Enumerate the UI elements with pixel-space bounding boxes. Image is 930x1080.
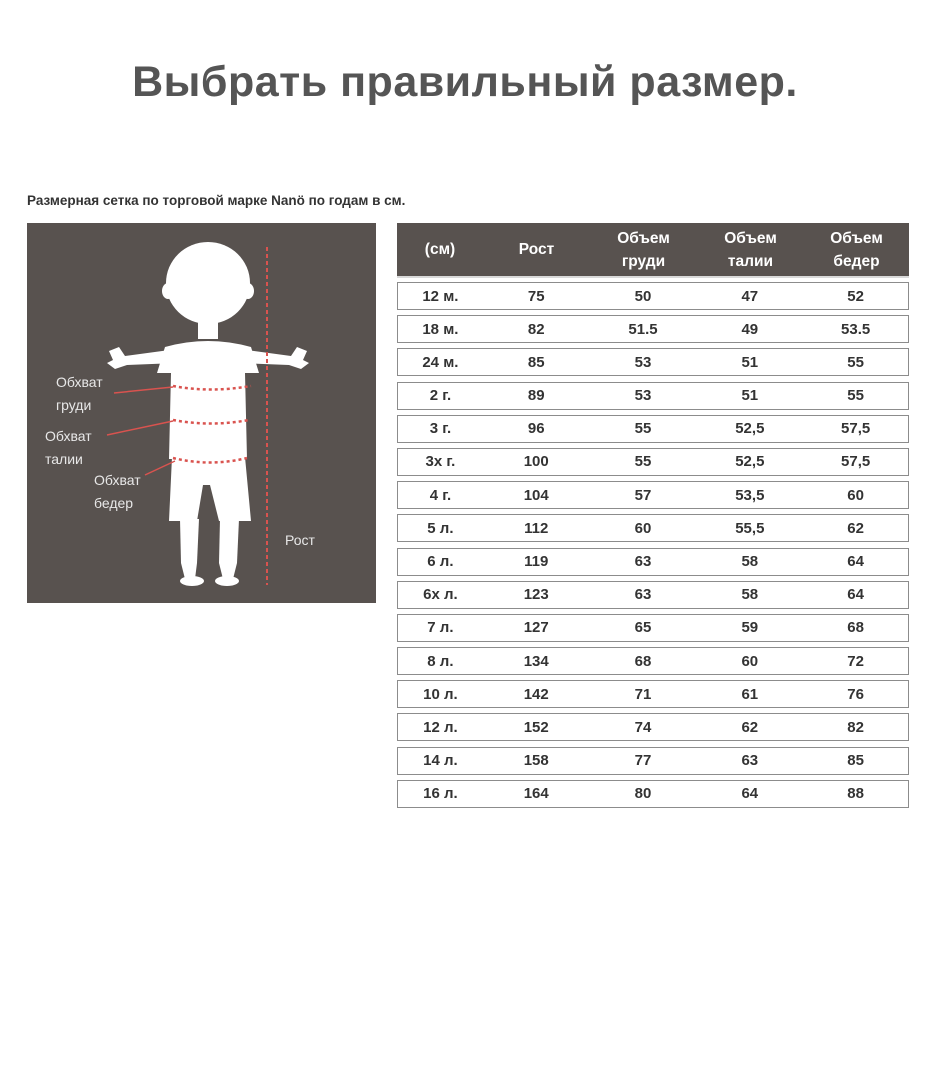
height-cell: 123 [523,586,549,604]
size-chart-subtitle: Размерная сетка по торговой марке Nanö по годам в см. [27,193,406,208]
hips-cell: 82 [847,718,864,736]
waist-cell: 51 [741,387,759,405]
chest-cell: 55 [634,453,652,471]
header-size: (см) [424,241,456,258]
waist-cell: 52,5 [735,453,765,471]
chest-cell: 63 [634,586,652,604]
size-table [397,223,909,808]
table-row [397,548,909,576]
table-row [397,448,909,476]
hips-cell: 53.5 [841,320,871,338]
height-cell: 158 [523,752,549,770]
table-row [397,382,909,410]
hips-cell: 72 [847,652,864,670]
waist-cell: 53,5 [735,486,765,504]
height-cell: 142 [523,685,549,703]
chest-cell: 53 [634,353,652,371]
size-cell: 2 г. [429,387,452,405]
hips-cell: 64 [847,553,864,570]
table-row [397,780,909,808]
chest-cell: 68 [634,652,652,670]
table-body [397,282,909,808]
chest-cell: 53 [634,387,652,405]
size-cell: 24 м. [422,353,459,371]
chest-cell: 60 [634,519,652,537]
waist-cell: 58 [741,553,759,570]
height-cell: 152 [523,718,549,736]
hips-label: Обхват бедер [94,472,141,511]
waist-cell: 64 [741,785,759,803]
height-cell: 75 [527,287,545,305]
shorts-shape [169,457,251,521]
hips-cell: 60 [847,486,864,504]
size-cell: 16 л. [423,785,458,803]
shirt-shape [157,341,259,459]
chest-cell: 63 [634,553,652,570]
height-cell: 119 [524,553,549,570]
chest-cell: 51.5 [628,320,658,338]
chest-cell: 55 [634,420,652,438]
size-cell: 3 г. [429,420,452,438]
size-cell: 18 м. [422,320,459,338]
header-height: Рост [518,241,555,258]
waist-cell: 59 [741,619,759,637]
table-row [397,680,909,708]
waist-cell: 47 [741,287,759,305]
header-chest: Объем груди [617,229,670,270]
chest-label: Обхват груди [56,374,103,413]
table-row [397,614,909,642]
height-cell: 96 [527,420,545,438]
hips-cell: 76 [847,685,864,703]
hips-cell: 57,5 [841,453,871,471]
header-hips: Объем бедер [830,229,883,270]
size-cell: 4 г. [429,486,452,504]
table-row [397,348,909,376]
table-row [397,282,909,310]
table-row [397,514,909,542]
hips-cell: 55 [847,353,864,371]
size-cell: 6х л. [423,586,458,604]
chest-cell: 65 [634,619,652,637]
size-cell: 8 л. [427,652,454,670]
height-cell: 85 [527,353,545,371]
waist-cell: 63 [741,752,759,770]
page-title: Выбрать правильный размер. [132,58,798,106]
chest-cell: 50 [634,287,652,305]
chest-cell: 77 [634,752,652,770]
table-header [397,223,909,278]
hips-cell: 52 [847,287,864,305]
hips-cell: 55 [847,387,864,405]
table-row [397,415,909,443]
height-cell: 112 [524,519,549,537]
chest-cell: 80 [634,785,652,803]
height-cell: 134 [523,652,549,670]
size-cell: 12 л. [423,718,458,736]
waist-cell: 58 [741,586,759,604]
waist-label: Обхват талии [45,428,92,467]
waist-cell: 51 [741,353,759,371]
header-waist: Объем талии [724,229,777,270]
table-row [397,747,909,775]
hips-cell: 88 [847,785,864,803]
hips-cell: 85 [847,752,864,770]
hips-cell: 68 [847,619,864,637]
size-cell: 10 л. [423,685,458,703]
height-label: Рост [285,532,315,548]
height-cell: 164 [523,785,549,803]
table-row [397,315,909,343]
waist-cell: 52,5 [735,420,765,438]
height-cell: 89 [527,387,545,405]
chest-cell: 71 [634,685,652,703]
size-cell: 3х г. [425,453,456,471]
size-cell: 12 м. [422,287,459,305]
waist-cell: 61 [741,685,759,703]
waist-cell: 55,5 [735,519,765,537]
height-cell: 104 [523,486,549,504]
waist-cell: 62 [741,718,759,736]
table-row [397,713,909,741]
table-row [397,647,909,675]
size-cell: 14 л. [423,752,458,770]
hips-cell: 57,5 [841,420,871,438]
hips-cell: 64 [847,586,864,604]
waist-cell: 49 [741,320,759,338]
height-cell: 100 [523,453,549,471]
measurement-figure-panel [27,223,376,603]
height-cell: 82 [527,320,545,338]
size-cell: 6 л. [427,553,454,570]
size-cell: 7 л. [427,619,454,637]
table-row [397,581,909,609]
table-row [397,481,909,509]
size-cell: 5 л. [427,519,454,537]
waist-cell: 60 [741,652,759,670]
chest-cell: 74 [634,718,652,736]
hips-cell: 62 [847,519,864,537]
chest-cell: 57 [634,486,652,504]
head-shape [166,242,250,324]
height-cell: 127 [523,619,549,637]
